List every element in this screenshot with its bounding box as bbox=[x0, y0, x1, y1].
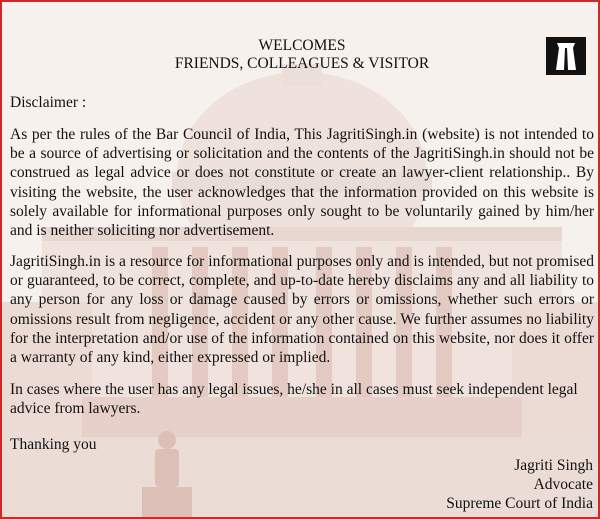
welcome-heading bbox=[2, 37, 600, 73]
disclaimer-label: Disclaimer : bbox=[10, 94, 87, 111]
disclaimer-paragraph-bar-council: As per the rules of the Bar Council of India, This JagritiSingh.in (website) is not intended to be a source of advertising or solicitation and the contents of the JagritiSingh.in should not be construed as legal advice or does not constitute or create an lawyer-client relationship.. By visiting the website, the user acknowledges that the information provided on this website is solely available for informational purposes only sought to be voluntarily gained by him/her and is neither soliciting nor advertisement. bbox=[10, 126, 594, 240]
welcome-line-1: WELCOMES bbox=[258, 37, 346, 54]
disclaimer-paragraph-liability: JagritiSingh.in is a resource for informational purposes only and is intended, but not promised or guaranteed, to be correct, complete, and up-to-date hereby disclaims any and all liability to any person for any loss or damage caused by errors or omissions, whether such errors or omissions result from negligence, accident or any other cause. We further assumes no liability for the interpretation and/or use of the information contained on this website, nor does it offer a warranty of any kind, either expressed or implied. bbox=[10, 253, 594, 367]
advocate-bands-icon bbox=[546, 37, 586, 75]
welcome-line-2: FRIENDS, COLLEAGUES & VISITOR bbox=[174, 55, 430, 72]
content-layer bbox=[2, 2, 600, 519]
signature-name: Jagriti Singh bbox=[514, 457, 593, 474]
signature-title: Advocate bbox=[533, 476, 593, 493]
disclaimer-paragraph-legal-advice: In cases where the user has any legal issues, he/she in all cases must seek independent legal advice from lawyers. bbox=[10, 381, 578, 418]
thanks-text: Thanking you bbox=[10, 436, 97, 453]
signature-court: Supreme Court of India bbox=[446, 495, 593, 512]
signature-block bbox=[446, 456, 593, 513]
